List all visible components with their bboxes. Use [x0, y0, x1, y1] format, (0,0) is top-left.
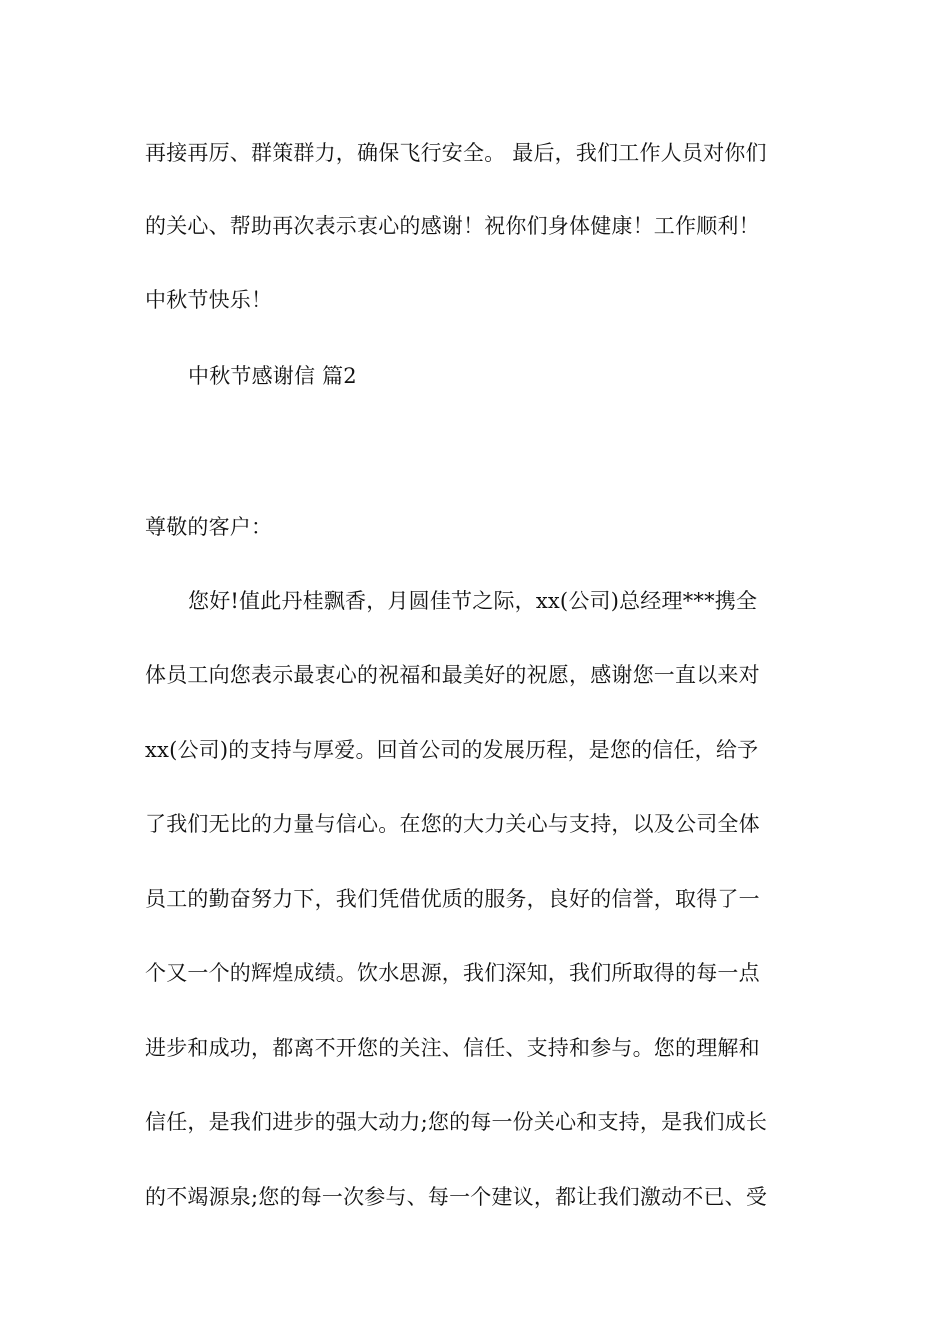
- paragraph-line-2: 的关心、帮助再次表示衷心的感谢！祝你们身体健康！工作顺利！: [145, 214, 760, 238]
- body-line-9: 的不竭源泉;您的每一次参与、每一个建议，都让我们激动不已、受: [145, 1185, 768, 1209]
- body-line-7: 进步和成功，都离不开您的关注、信任、支持和参与。您的理解和: [145, 1036, 760, 1060]
- section-heading: 中秋节感谢信 篇2: [188, 364, 357, 388]
- body-line-6: 个又一个的辉煌成绩。饮水思源，我们深知，我们所取得的每一点: [145, 961, 760, 985]
- salutation: 尊敬的客户：: [145, 515, 273, 539]
- body-line-4: 了我们无比的力量与信心。在您的大力关心与支持，以及公司全体: [145, 812, 760, 836]
- body-line-1: 您好!值此丹桂飘香，月圆佳节之际，xx(公司)总经理***携全: [188, 589, 758, 613]
- paragraph-line-3: 中秋节快乐！: [145, 288, 273, 312]
- body-line-3: xx(公司)的支持与厚爱。回首公司的发展历程，是您的信任，给予: [145, 738, 759, 762]
- body-line-2: 体员工向您表示最衷心的祝福和最美好的祝愿，感谢您一直以来对: [145, 663, 760, 687]
- body-line-8: 信任，是我们进步的强大动力;您的每一份关心和支持，是我们成长: [145, 1110, 768, 1134]
- paragraph-line-1: 再接再厉、群策群力，确保飞行安全。 最后，我们工作人员对你们: [145, 141, 767, 165]
- body-line-5: 员工的勤奋努力下，我们凭借优质的服务，良好的信誉，取得了一: [145, 887, 760, 911]
